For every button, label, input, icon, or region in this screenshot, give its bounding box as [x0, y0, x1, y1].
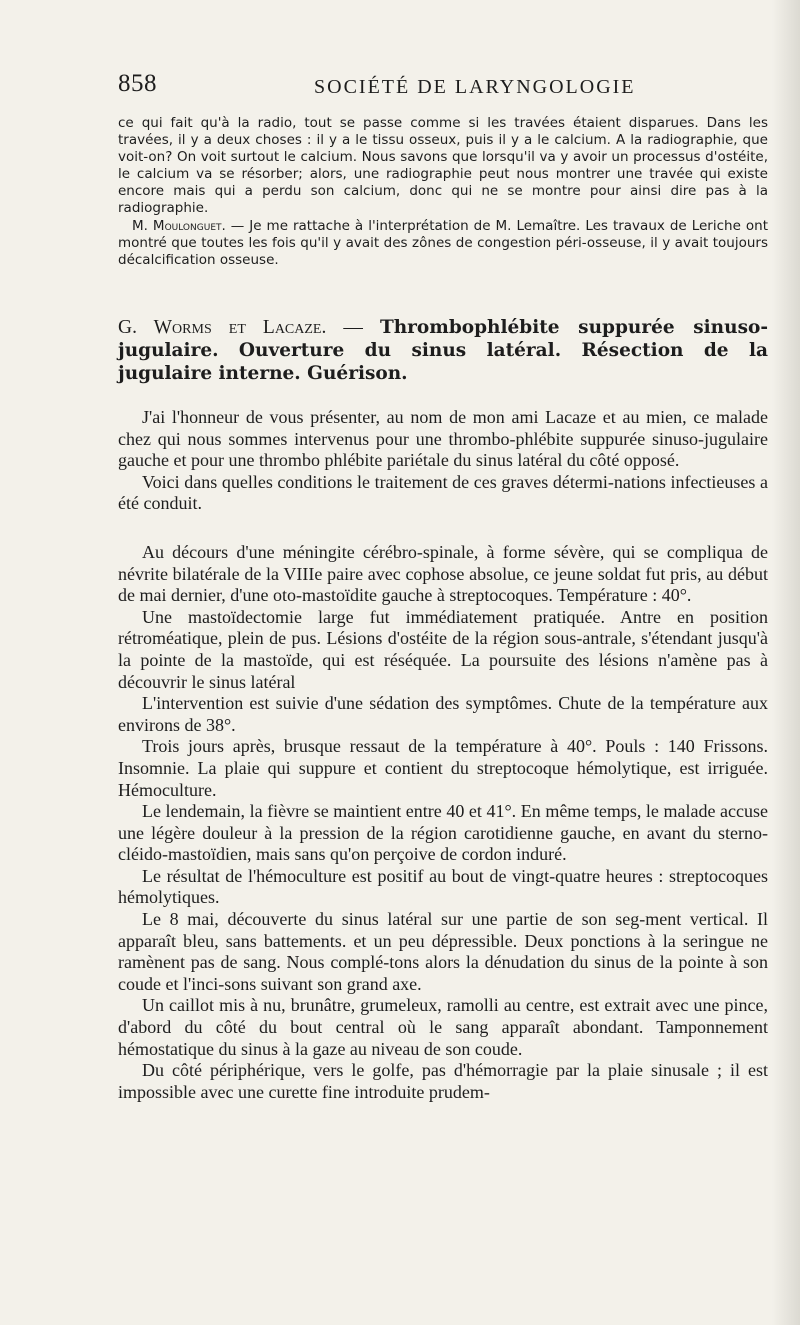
body-paragraph: Une mastoïdectomie large fut immédiatement pratiquée. Antre en position rétroméatique, plein de pus. Lésions d'ostéite de la région sous-antrale, s'étendant jusqu'à la pointe de la mastoïde, qui est réséquée. La poursuite des lésions n'amène pas à découvrir le sinus latéral [118, 606, 768, 692]
body-paragraph: Trois jours après, brusque ressaut de la température à 40°. Pouls : 140 Frissons. Insomnie. La plaie qui suppure et contient du streptocoque hémolytique, est irriguée. Hémoculture. [118, 736, 768, 800]
running-head: SOCIÉTÉ DE LARYNGOLOGIE [314, 76, 636, 98]
page-header [118, 70, 768, 110]
article-heading: Thrombophlébite suppurée sinuso-jugulaire. Ouverture du sinus latéral. Résection de la jugulaire interne. Guérison. [118, 317, 769, 384]
speaker-name: M. Moulonguet. [132, 217, 226, 234]
body-paragraph: Voici dans quelles conditions le traitement de ces graves détermi-nations infectieuses a été conduit. [118, 471, 768, 514]
article-title [118, 316, 768, 385]
page-number: 858 [118, 70, 157, 97]
body-paragraph: L'intervention est suivie d'une sédation des symptômes. Chute de la température aux environs de 38°. [118, 693, 768, 735]
body-paragraph: Le résultat de l'hémoculture est positif au bout de vingt-quatre heures : streptocoques hémolytiques. [118, 865, 768, 908]
page-edge-shadow [772, 0, 800, 1325]
discussion-reply [118, 218, 768, 269]
discussion-paragraph: ce qui fait qu'à la radio, tout se passe comme si les travées étaient disparues. Dans les travées, il y a deux choses : il y a le tissu osseux, puis il y a le calcium. A la radiographie, que voit-on? On voit surtout le calcium. Nous savons que lorsqu'il va y avoir un processus d'ostéite, le calcium va se résorber; alors, une radiographie peut nous montrer une travée qui existe encore mais qui a perdu son calcium, donc qui ne se montre pour ainsi dire pas à la radiographie. [118, 115, 768, 217]
body-paragraph: Le lendemain, la fièvre se maintient entre 40 et 41°. En même temps, le malade accuse une légère douleur à la pression de la région carotidienne gauche, en avant du sterno-cléido-mastoïdien, mais sans qu'on perçoive de cordon induré. [118, 801, 768, 865]
body-paragraph: Au décours d'une méningite cérébro-spinale, à forme sévère, qui se compliqua de névrite bilatérale de la VIIIe paire avec cophose absolue, ce jeune soldat fut pris, au début de mai dernier, d'une oto-mastoïdite gauche à streptocoques. Température : 40°. [118, 541, 768, 606]
discussion-section [118, 115, 768, 269]
article-authors: G. Worms et Lacaze. [118, 317, 327, 338]
body-paragraph: Un caillot mis à nu, brunâtre, grumeleux, ramolli au centre, est extrait avec une pince, d'abord du côté du bout central où le sang apparaît abondant. Tamponnement hémostatique du sinus à la gaze au niveau de son coude. [118, 995, 768, 1059]
article-body [118, 407, 768, 1103]
title-dash: — [326, 317, 380, 338]
article [118, 316, 768, 1103]
reply-text: — Je me rattache à l'interprétation de M. Lemaître. Les travaux de Leriche ont montré que toutes les fois qu'il y avait des zônes de congestion péri-osseuse, il y avait toujours décalcification osseuse. [118, 217, 768, 268]
body-paragraph: Du côté périphérique, vers le golfe, pas d'hémorragie par la plaie sinusale ; il est impossible avec une curette fine introduite prudem- [118, 1060, 768, 1102]
body-paragraph: J'ai l'honneur de vous présenter, au nom de mon ami Lacaze et au mien, ce malade chez qui nous sommes intervenus pour une thrombo-phlébite suppurée sinuso-jugulaire gauche et pour une thrombo phlébite pariétale du sinus latéral du côté opposé. [118, 407, 768, 471]
body-paragraph: Le 8 mai, découverte du sinus latéral sur une partie de son seg-ment vertical. Il apparaît bleu, sans battements. et un peu dépressible. Deux ponctions à la seringue ne ramènent pas de sang. Nous complé-tons alors la dénudation du sinus de la pointe à son coude et l'inci-sons suivant son grand axe. [118, 909, 768, 994]
